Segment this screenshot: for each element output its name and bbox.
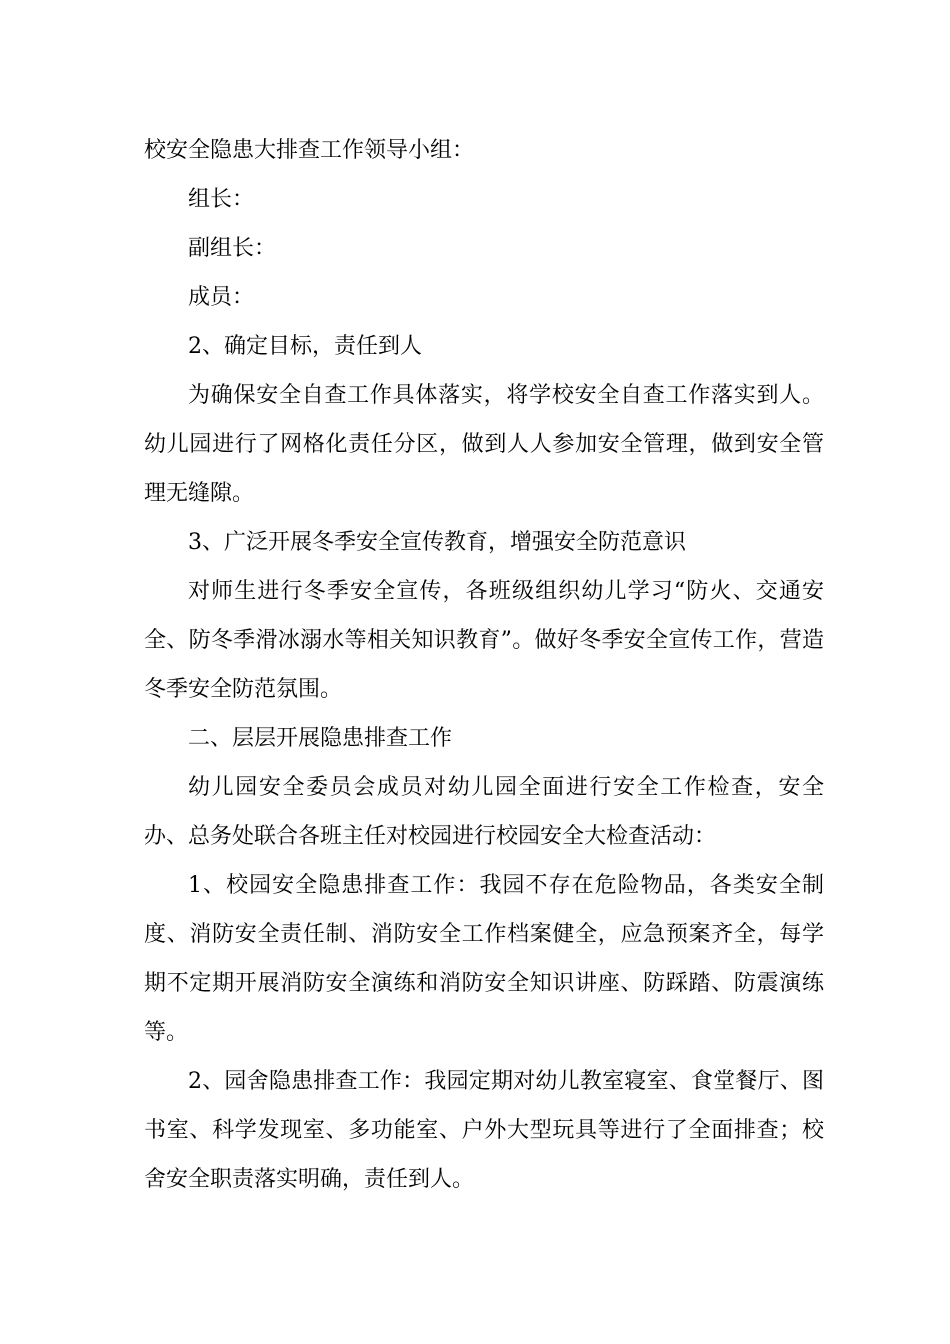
paragraph-group-leader: 组长：: [188, 187, 255, 212]
section-heading-hazard-check: 二、层层开展隐患排查工作: [188, 726, 453, 751]
paragraph-campus-check: 1、校园安全隐患排查工作：我园不存在危险物品，各类安全制度、消防安全责任制、消防安全工作档案健全，应急预案齐全，每学期不定期开展消防安全演练和消防安全知识讲座、防踩踏、防震演练等。: [144, 873, 824, 1045]
paragraph-members: 成员：: [188, 285, 255, 310]
document-body: [144, 126, 824, 1204]
paragraph-winter-education-body: 对师生进行冬季安全宣传，各班级组织幼儿学习“防火、交通安全、防冬季滑冰溺水等相关知识教育”。做好冬季安全宣传工作，营造冬季安全防范氛围。: [144, 579, 824, 702]
section-heading-winter-education: 3、广泛开展冬季安全宣传教育，增强安全防范意识: [188, 530, 686, 555]
paragraph-targets-body: 为确保安全自查工作具体落实，将学校安全自查工作落实到人。幼儿园进行了网格化责任分区，做到人人参加安全管理，做到安全管理无缝隙。: [144, 383, 824, 506]
paragraph-hazard-check-body: 幼儿园安全委员会成员对幼儿园全面进行安全工作检查，安全办、总务处联合各班主任对校园进行校园安全大检查活动：: [144, 775, 824, 849]
paragraph-deputy-leader: 副组长：: [188, 236, 277, 261]
paragraph-leadership-group: 校安全隐患大排查工作领导小组：: [144, 138, 475, 163]
paragraph-building-check: 2、园舍隐患排查工作：我园定期对幼儿教室寝室、食堂餐厅、图书室、科学发现室、多功能室、户外大型玩具等进行了全面排查；校舍安全职责落实明确，责任到人。: [144, 1069, 824, 1192]
section-heading-targets: 2、确定目标，责任到人: [188, 334, 422, 359]
